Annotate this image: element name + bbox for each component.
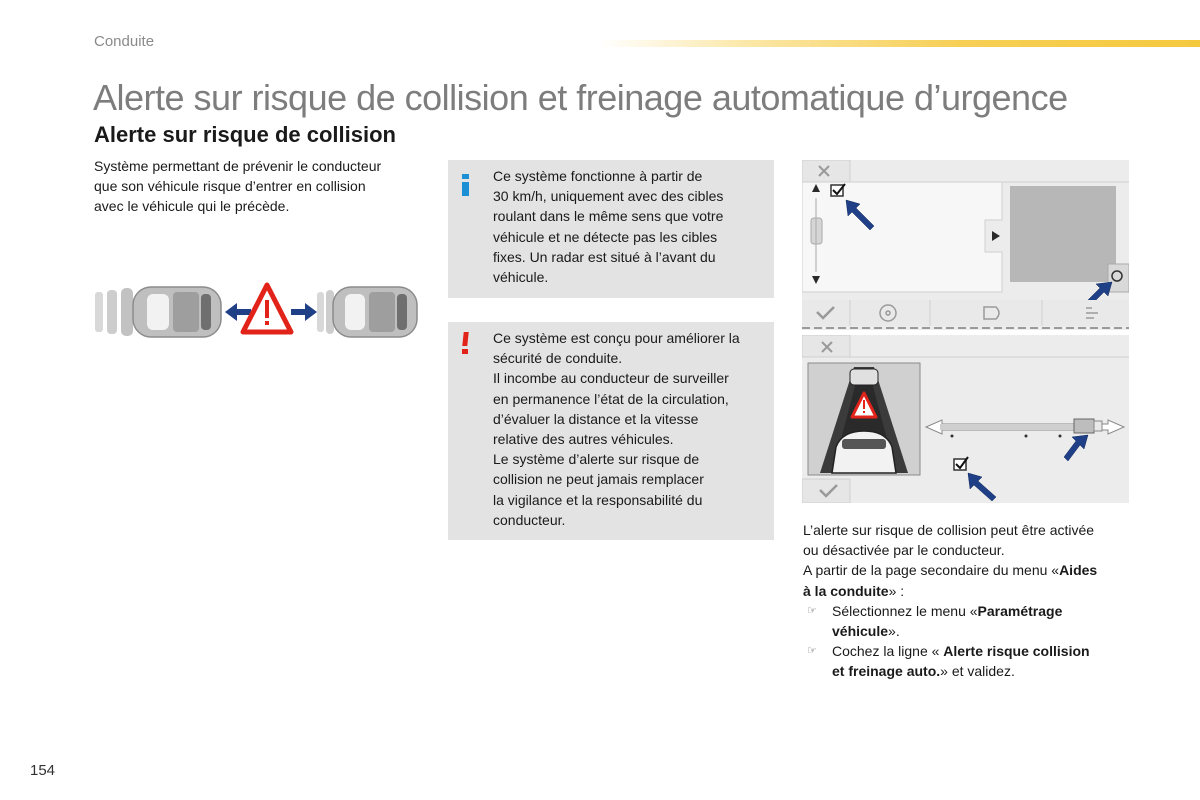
intro-line: avec le véhicule qui le précède.: [94, 198, 290, 214]
collision-setting-screen-illustration: [802, 335, 1129, 503]
info-note-line: 30 km/h, uniquement avec des cibles: [493, 188, 724, 205]
warning-note-line: Il incombe au conducteur de surveiller: [493, 370, 729, 387]
menu-screen-illustration: [802, 160, 1129, 330]
warning-triangle-icon: [243, 285, 291, 332]
warning-note-line: conducteur.: [493, 511, 566, 528]
option-name-bold: Alerte risque collision: [943, 643, 1090, 660]
instructions-line: [832, 601, 1143, 621]
instructions-line: ou désactivée par le conducteur.: [803, 542, 1005, 559]
warning-note-line: la vigilance et la responsabilité du: [493, 491, 703, 508]
text-fragment: ».: [888, 623, 900, 640]
checkbox-icon: [831, 184, 845, 196]
warning-note-line: Ce système est conçu pour améliorer la: [493, 330, 740, 346]
section-title: Alerte sur risque de collision: [94, 122, 396, 147]
info-note-line: fixes. Un radar est situé à l’avant du: [493, 248, 716, 265]
page-title: Alerte sur risque de collision et freinage automatique d’urgence: [93, 77, 1068, 118]
header-accent-bar: [600, 40, 1200, 47]
instruction-step: [803, 641, 1143, 681]
text-fragment: » :: [888, 582, 905, 599]
info-note-line: véhicule et ne détecte pas les cibles: [493, 228, 718, 245]
text-fragment: Sélectionnez le menu «: [832, 602, 978, 619]
instructions-line: [832, 641, 1143, 661]
option-name-bold: et freinage auto.: [832, 663, 941, 680]
info-icon: [462, 174, 470, 196]
text-fragment: Cochez la ligne «: [832, 643, 944, 660]
motion-lines-left: [95, 288, 133, 336]
menu-name-bold: véhicule: [832, 623, 889, 640]
arrow-left-icon: [225, 303, 251, 321]
motion-lines-right: [317, 290, 334, 334]
instructions-line: [832, 621, 1143, 641]
warning-note: [448, 322, 774, 540]
hand-pointer-icon: ☞: [807, 645, 817, 658]
instruction-step: [803, 601, 1143, 641]
warning-note-line: sécurité de conduite.: [493, 350, 623, 367]
warning-note-line: collision ne peut jamais remplacer: [493, 471, 704, 488]
chapter-label: Conduite: [94, 33, 155, 50]
page-number: 154: [30, 762, 56, 779]
warning-note-line: d’évaluer la distance et la vitesse: [493, 410, 699, 427]
warning-icon: [462, 332, 470, 354]
warning-note-line: en permanence l’état de la circulation,: [493, 390, 729, 407]
intro-text: [94, 156, 424, 216]
instructions-line: [803, 581, 1143, 601]
menu-name-bold: Aides: [1059, 562, 1098, 579]
intro-line: que son véhicule risque d’entrer en collision: [94, 178, 366, 194]
warning-note-line: Le système d’alerte sur risque de: [493, 451, 700, 468]
menu-name-bold: à la conduite: [803, 582, 889, 599]
info-note: [448, 160, 774, 298]
warning-note-line: relative des autres véhicules.: [493, 431, 674, 448]
instructions-text: [803, 520, 1143, 682]
car-left-icon: [133, 287, 221, 337]
instructions-line: [803, 560, 1143, 580]
arrow-right-icon: [291, 303, 317, 321]
instructions-line: [832, 661, 1143, 681]
text-fragment: A partir de la page secondaire du menu «: [803, 562, 1060, 579]
menu-name-bold: Paramétrage: [977, 602, 1063, 619]
collision-illustration: [95, 282, 420, 342]
car-right-icon: [333, 287, 417, 337]
instructions-line: L’alerte sur risque de collision peut être activée: [803, 522, 1095, 538]
info-note-line: véhicule.: [493, 269, 549, 286]
hand-pointer-icon: ☞: [807, 604, 817, 617]
text-fragment: » et validez.: [940, 663, 1015, 680]
intro-line: Système permettant de prévenir le conducteur: [94, 158, 382, 174]
checkbox-icon: [954, 457, 968, 470]
info-note-line: roulant dans le même sens que votre: [493, 208, 724, 225]
info-note-line: Ce système fonctionne à partir de: [493, 168, 703, 184]
